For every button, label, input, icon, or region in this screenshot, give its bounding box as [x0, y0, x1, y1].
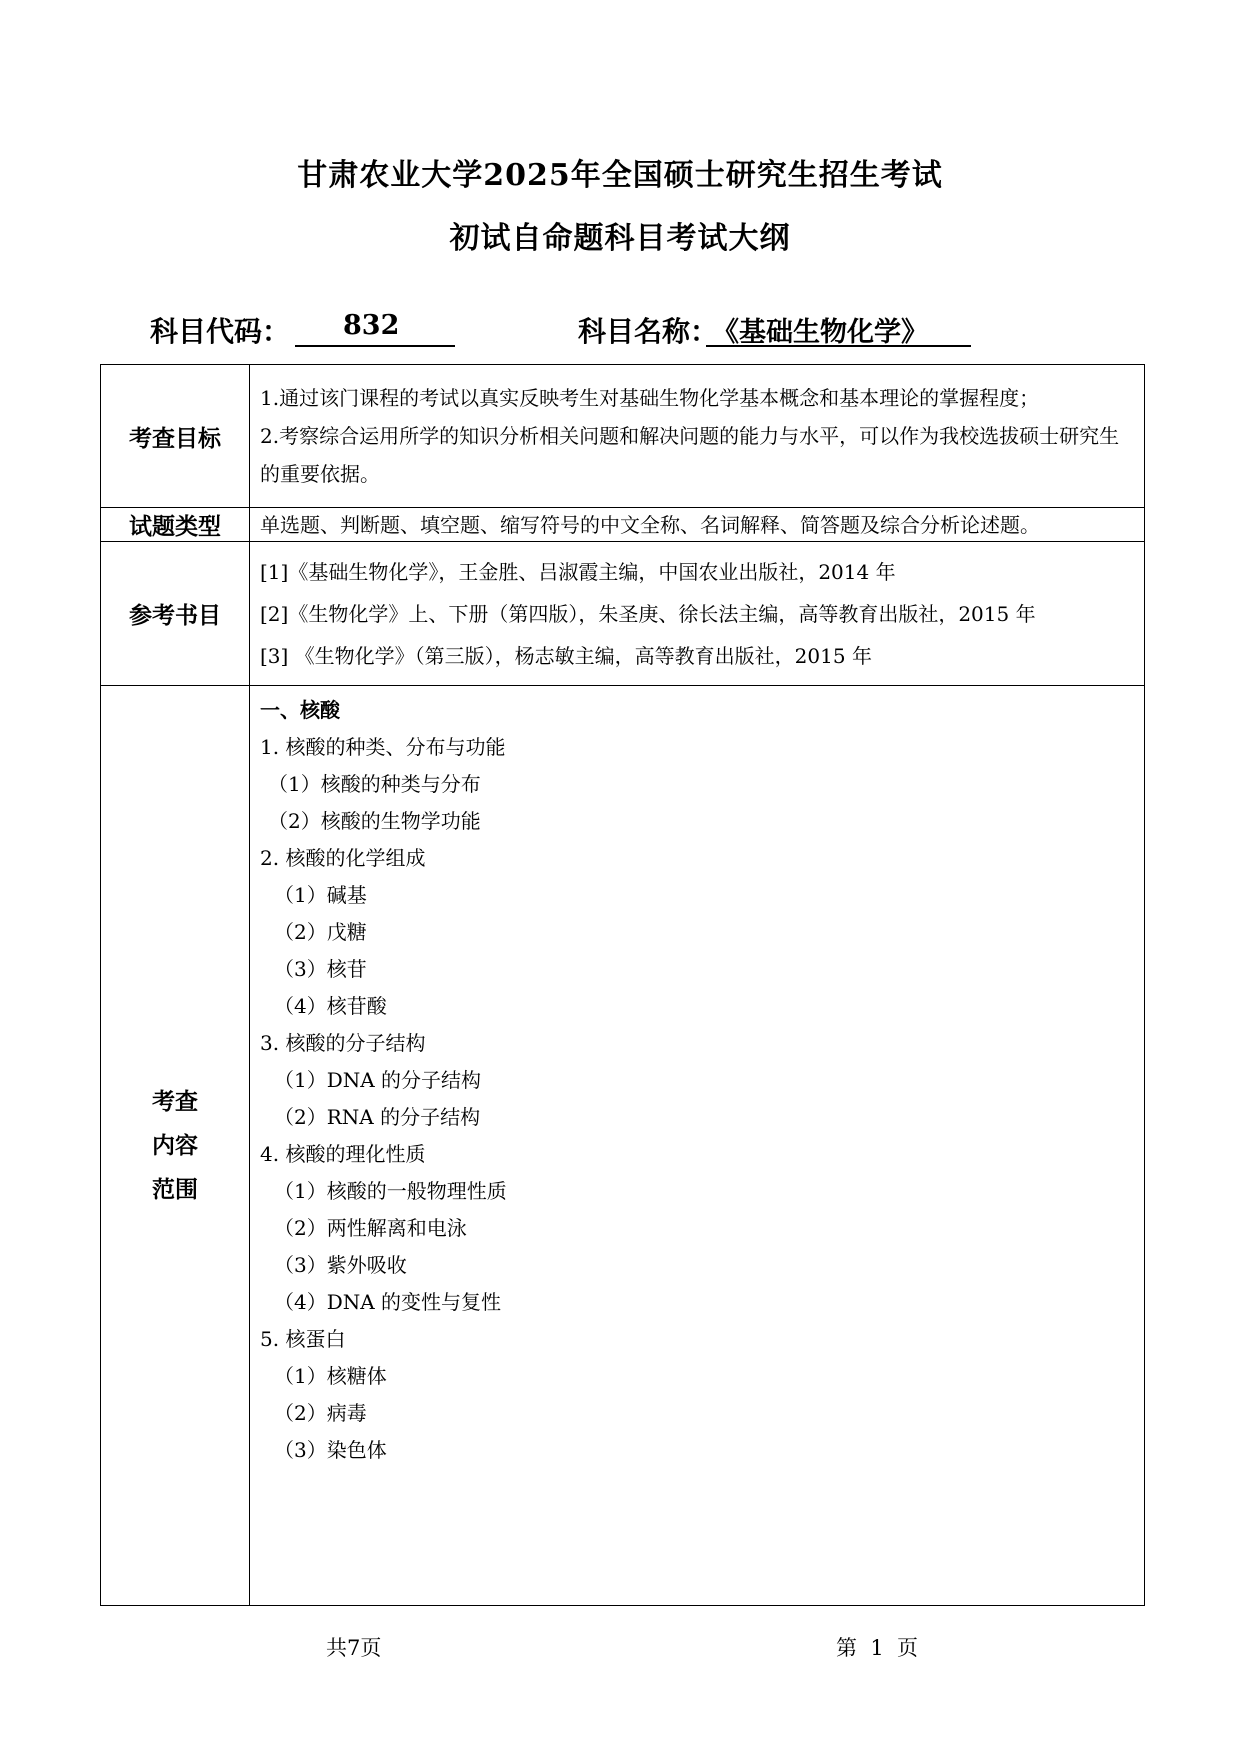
- topic-2-sub-4: （4）核苷酸: [274, 994, 387, 1018]
- scope-label-3: 范围: [152, 1175, 198, 1203]
- scope-label-1: 考查: [152, 1087, 198, 1115]
- row-scope: [101, 686, 1145, 1606]
- topic-2-sub-1: （1）碱基: [274, 883, 367, 907]
- subject-code-underline: [295, 345, 455, 347]
- subject-name-underline: [706, 345, 971, 347]
- row-references: [101, 542, 1145, 686]
- objective-line-2: 2.考察综合运用所学的知识分析相关问题和解决问题的能力与水平，可以作为我校选拔硕士研究生的重要依据。: [260, 424, 1120, 486]
- question-types-content: [250, 508, 1145, 542]
- topic-3: 3. 核酸的分子结构: [260, 1031, 426, 1055]
- subject-name-value: 《基础生物化学》: [712, 317, 928, 348]
- reference-item-3: [3] 《生物化学》（第三版），杨志敏主编，高等教育出版社，2015 年: [260, 643, 872, 668]
- scope-content: [250, 686, 1145, 1606]
- question-types-label: 试题类型: [101, 508, 250, 542]
- footer-page-number: 第 1 页: [836, 1636, 919, 1660]
- question-types-text: 单选题、判断题、填空题、缩写符号的中文全称、名词解释、简答题及综合分析论述题。: [260, 512, 1040, 537]
- row-question-types: [101, 508, 1145, 542]
- references-label: 参考书目: [101, 542, 250, 686]
- topic-3-sub-1: （1）DNA 的分子结构: [274, 1068, 482, 1092]
- document-title-line1: 甘肃农业大学2025年全国硕士研究生招生考试: [297, 158, 943, 193]
- section-heading: 一、核酸: [260, 698, 340, 722]
- topic-5-sub-1: （1）核糖体: [274, 1364, 387, 1388]
- subject-code-label: 科目代码：: [150, 315, 291, 348]
- topic-4-sub-4: （4）DNA 的变性与复性: [274, 1290, 502, 1314]
- objective-label: 考查目标: [101, 365, 250, 508]
- topic-1-sub-1: （1）核酸的种类与分布: [268, 772, 481, 796]
- topic-1: 1. 核酸的种类、分布与功能: [260, 735, 506, 759]
- topic-5-sub-3: （3）染色体: [274, 1438, 387, 1462]
- objective-line-1: 1.通过该门课程的考试以真实反映考生对基础生物化学基本概念和基本理论的掌握程度；: [260, 386, 1040, 410]
- topic-1-sub-2: （2）核酸的生物学功能: [268, 809, 481, 833]
- objective-content: [250, 365, 1145, 508]
- topic-5: 5. 核蛋白: [260, 1327, 346, 1351]
- reference-item-2: [2]《生物化学》上、下册（第四版），朱圣庚、徐长法主编，高等教育出版社，2015 年: [260, 601, 1036, 626]
- topic-2-sub-3: （3）核苷: [274, 957, 367, 981]
- topic-4-sub-3: （3）紫外吸收: [274, 1253, 407, 1277]
- topic-4-sub-1: （1）核酸的一般物理性质: [274, 1179, 507, 1203]
- subject-name-label: 科目名称：: [578, 315, 719, 348]
- topic-3-sub-2: （2）RNA 的分子结构: [274, 1105, 481, 1129]
- topic-5-sub-2: （2）病毒: [274, 1401, 367, 1425]
- scope-label: [101, 686, 250, 1606]
- topic-2: 2. 核酸的化学组成: [260, 846, 426, 870]
- topic-4-sub-2: （2）两性解离和电泳: [274, 1216, 467, 1240]
- reference-item-1: [1]《基础生物化学》，王金胜、吕淑霞主编，中国农业出版社，2014 年: [260, 559, 896, 584]
- syllabus-table: [100, 364, 1145, 1606]
- topic-2-sub-2: （2）戊糖: [274, 920, 367, 944]
- topic-4: 4. 核酸的理化性质: [260, 1142, 426, 1166]
- document-title-line2: 初试自命题科目考试大纲: [449, 221, 791, 256]
- row-objective: [101, 365, 1145, 508]
- subject-code-value: 832: [343, 310, 400, 341]
- footer-total-pages: 共7页: [326, 1636, 382, 1660]
- scope-label-2: 内容: [152, 1131, 198, 1159]
- references-content: [250, 542, 1145, 686]
